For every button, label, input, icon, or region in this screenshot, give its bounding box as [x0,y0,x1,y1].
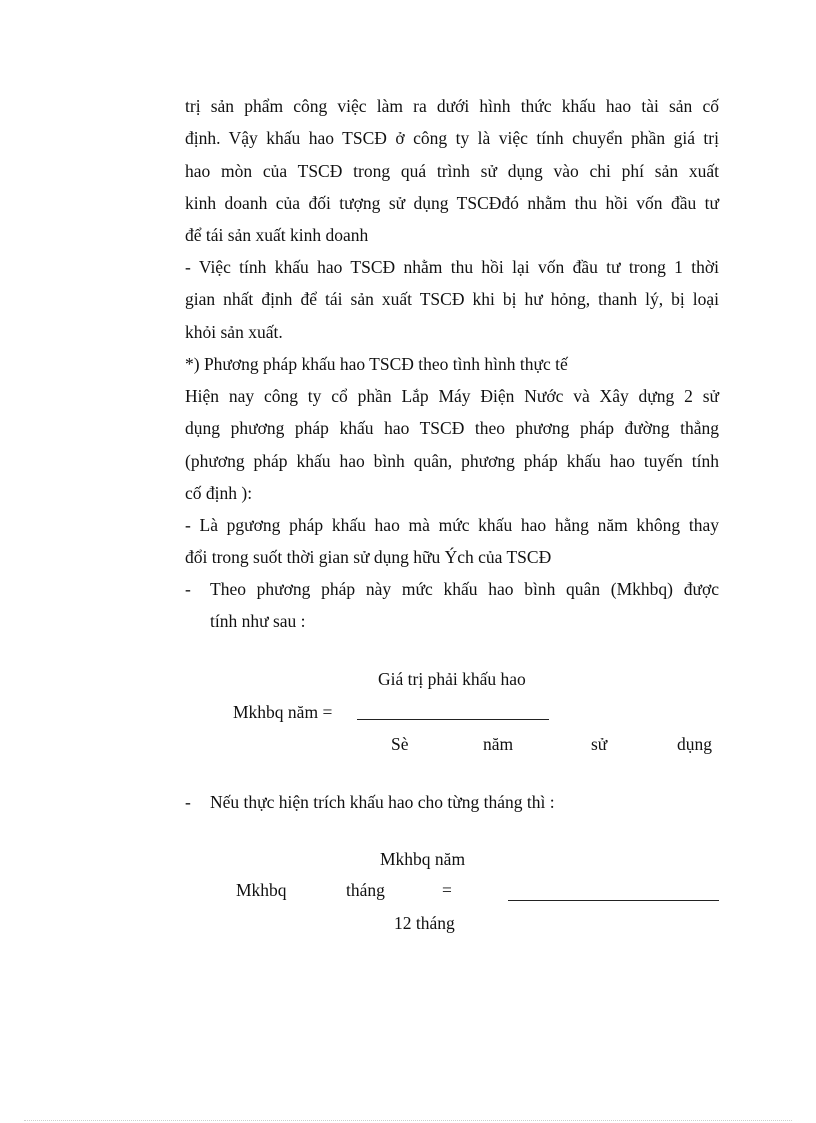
formula-lhs-word: Mkhbq [236,880,287,900]
text-line: gian nhất định để tái sản xuất TSCĐ khi bị hư hỏng, thanh lý, bị loại [185,289,719,310]
paragraph-depreciation-intro [185,90,719,251]
paragraph-method-definition [185,509,719,574]
section-heading [185,348,719,380]
formula-lhs: Mkhbq năm = [233,702,333,722]
formula-denominator-word: Sè [391,734,409,754]
formula-denominator: 12 tháng [394,913,455,933]
formula-denominator-word: dụng [677,734,712,754]
text-line: cố định ): [185,482,253,503]
text-line: tính như sau : [210,611,306,632]
text-line: - Là pgương pháp khấu hao mà mức khấu hao hằng năm không thay [185,515,719,535]
fraction-bar [508,900,719,901]
text-line: Nếu thực hiện trích khấu hao cho từng tháng thì : [210,792,555,812]
text-line: để tái sản xuất kinh doanh [185,225,369,246]
text-line: Theo phương pháp này mức khấu hao bình quân (Mkhbq) được [210,579,719,599]
paragraph-depreciation-purpose [185,251,719,348]
fraction-bar [357,719,549,720]
page-bottom-divider [24,1120,792,1121]
formula-numerator: Mkhbq năm [380,849,466,869]
formula-numerator: Giá trị phải khấu hao [378,669,526,689]
bullet-dash: - [185,792,191,812]
text-line: Hiện nay công ty cổ phần Lắp Máy Điện Nước và Xây dựng 2 sử [185,386,719,406]
bullet-annual-formula-intro [210,573,719,638]
paragraph-method-used [185,380,719,509]
text-line: định. Vậy khấu hao TSCĐ ở công ty là việc tính chuyển phần giá trị [185,128,719,149]
text-line: dụng phương pháp khấu hao TSCĐ theo phương pháp đường thẳng [185,418,719,439]
text-line: trị sản phẩm công việc làm ra dưới hình thức khấu hao tài sản cố [185,96,719,116]
text-line: kinh doanh của đối tượng sử dụng TSCĐđó nhằm thu hồi vốn đầu tư [185,192,719,213]
text-line: khỏi sản xuất. [185,321,283,342]
bullet-monthly-formula-intro [210,786,719,818]
text-line: hao mòn của TSCĐ trong quá trình sử dụng vào chi phí sản xuất [185,160,719,181]
heading-text: *) Phương pháp khấu hao TSCĐ theo tình hình thực tế [185,354,568,374]
bullet-dash: - [185,579,191,599]
text-line: đổi trong suốt thời gian sử dụng hữu Ých của TSCĐ [185,547,552,568]
formula-denominator-word: năm [483,734,514,754]
formula-denominator-word: sử [591,734,608,754]
formula-lhs-word: tháng [346,880,385,900]
text-line: - Việc tính khấu hao TSCĐ nhằm thu hồi lại vốn đầu tư trong 1 thời [185,257,719,277]
formula-equals: = [442,880,452,900]
text-line: (phương pháp khấu hao bình quân, phương pháp khấu hao tuyến tính [185,450,719,471]
